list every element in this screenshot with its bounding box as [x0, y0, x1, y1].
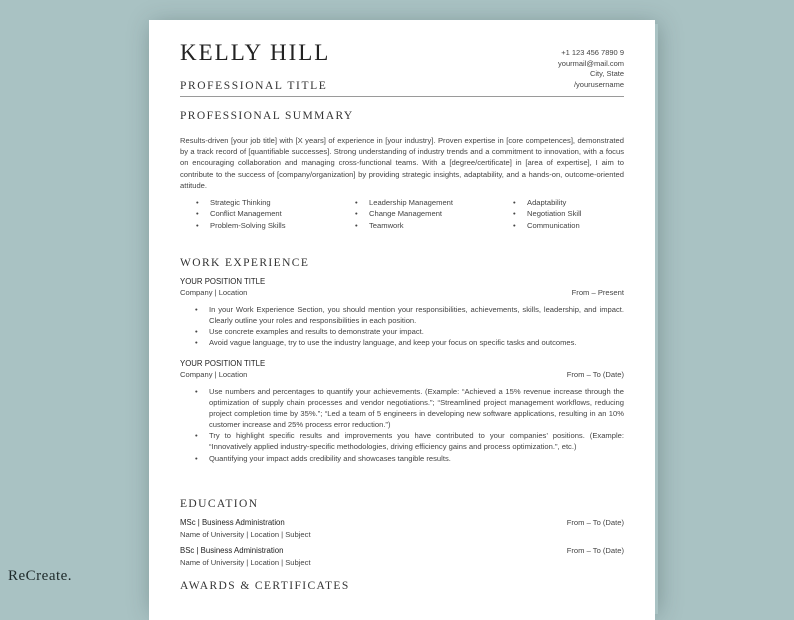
bullet-item: • Quantifying your impact adds credibility and showcases tangible results.: [195, 453, 624, 464]
resume-page: [149, 20, 655, 620]
bullet-item: • Use numbers and percentages to quantify your achievements. (Example: “Achieved a 15% revenue increase through the optimization of supply chain processes and vendor negotiations.”; “Streamlined project management workflows, reducing project completion time by 35%.”; “Led a team of 5 engineers in developing new software applications, resulting in an 10% customer increase and 25% process error reduction.”): [195, 386, 624, 430]
skill-item: • Communication: [513, 220, 626, 231]
education-degree: BSc | Business Administration: [180, 546, 284, 555]
position-meta: [180, 370, 624, 379]
contact-location: City, State: [589, 69, 624, 78]
education-dates: From – To (Date): [566, 518, 624, 527]
contact-phone: +1 123 456 7890 9: [561, 48, 624, 57]
skill-item: • Problem-Solving Skills: [196, 220, 355, 231]
position-bullets: [195, 386, 624, 464]
brand-logo: ReCreate.: [8, 568, 73, 584]
education-degree: MSc | Business Administration: [180, 518, 285, 527]
position-company: Company | Location: [180, 370, 248, 379]
education-heading: EDUCATION: [180, 498, 259, 510]
education-school: Name of University | Location | Subject: [180, 558, 311, 567]
bullet-item: • Avoid vague language, try to use the industry language, and keep your focus on specific tasks and outcomes.: [195, 337, 624, 348]
education-school: Name of University | Location | Subject: [180, 530, 311, 539]
professional-title: PROFESSIONAL TITLE: [180, 80, 328, 92]
position-title: YOUR POSITION TITLE: [180, 359, 266, 368]
skill-item: • Teamwork: [355, 220, 513, 231]
education-dates: From – To (Date): [566, 546, 624, 555]
skills-list: [196, 197, 626, 231]
resume-name: KELLY HILL: [180, 40, 331, 65]
position-bullets: [195, 304, 624, 348]
position-dates: From – Present: [571, 288, 624, 297]
bullet-item: • In your Work Experience Section, you should mention your responsibilities, achievements, skills, leadership, and impact. Clearly outline your roles and responsibilities in each position.: [195, 304, 624, 326]
skill-item: • Negotiation Skill: [513, 208, 626, 219]
skill-item: • Change Management: [355, 208, 513, 219]
summary-text: Results-driven [your job title] with [X years] of experience in [your industry]. Proven expertise in [core competences], demonstrated by a track record of [quantifiable successes]. Strong understanding of industry trends and a commitment to innovation, with a focus on encouraging collaboration and managing cross-functional teams. With a [degree/certificate] in [area of expertise], I aim to contribute to the success of [company/organization] by providing strategic insights, adaptability, and a hands-on, outcome-oriented attitude.: [180, 136, 624, 190]
summary-heading: PROFESSIONAL SUMMARY: [180, 110, 354, 122]
skill-item: • Strategic Thinking: [196, 197, 355, 208]
contact-profile: /yourusername: [573, 79, 624, 89]
position-title: YOUR POSITION TITLE: [180, 277, 266, 286]
skill-item: • Leadership Management: [355, 197, 513, 208]
contact-block: [558, 48, 624, 90]
awards-heading: AWARDS & CERTIFICATES: [180, 580, 350, 592]
education-entry: [180, 546, 624, 567]
skill-item: • Adaptability: [513, 197, 626, 208]
bullet-item: • Use concrete examples and results to demonstrate your impact.: [195, 326, 624, 337]
bullet-item: • Try to highlight specific results and improvements you have contributed to your companies’ positions. (Example: “Innovatively applied industry-specific methodologies, driving efficiency gains and process optimization.”, etc.): [195, 430, 624, 452]
position-dates: From – To (Date): [566, 370, 624, 379]
contact-email: yourmail@mail.com: [558, 58, 624, 68]
experience-heading: WORK EXPERIENCE: [180, 257, 310, 269]
position-meta: [180, 288, 624, 297]
position-company: Company | Location: [180, 288, 248, 297]
education-entry: [180, 518, 624, 539]
skill-item: • Conflict Management: [196, 208, 355, 219]
header-divider: [180, 96, 624, 97]
